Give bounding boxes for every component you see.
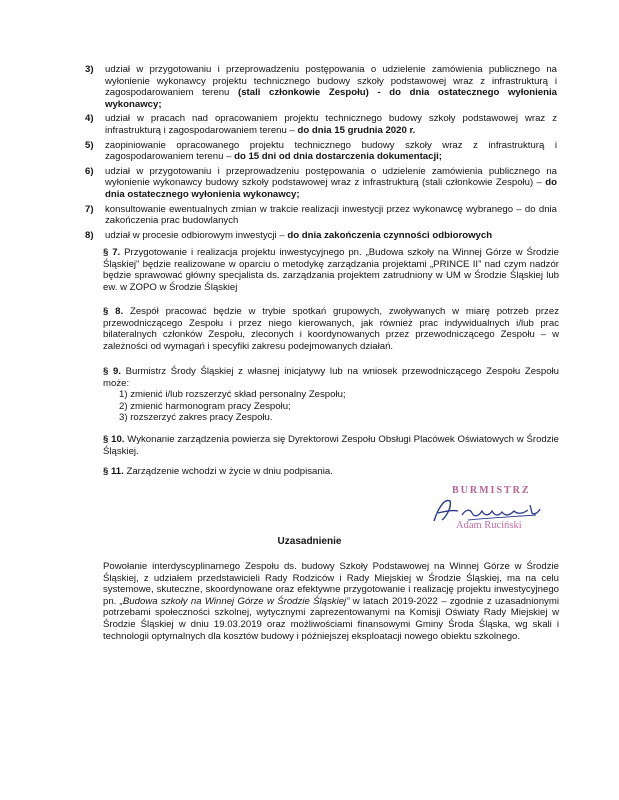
task-list bbox=[85, 64, 557, 244]
list-number: 7) bbox=[85, 203, 94, 215]
list-number: 8) bbox=[85, 229, 94, 241]
list-text: udział w pracach nad opracowaniem projektu technicznego budowy szkoły podstawowej wraz z infrastrukturą i zagospodarowaniem terenu – bbox=[105, 113, 557, 136]
list-number: 6) bbox=[85, 165, 94, 177]
section-label: § 7. bbox=[103, 247, 121, 258]
justification-part: Powołanie interdyscyplinarnego Zespołu ds. budowy Szkoły Podstawowej na Winnej Górze w Środzie Śląskiej, z udziałem przedstawicieli Rady Rodziców i Rady Miejskiej w Środzie Śląskiej, ma na celu systemowe, skuteczne, skoordynowane oraz efektywne przygotowanie i realizację projektu inwestycyjnego pn. bbox=[103, 561, 559, 607]
signature-stamp bbox=[428, 485, 578, 537]
list-text: zaopiniowanie opracowanego projektu technicznego budowy szkoły wraz z infrastrukturą i zagospodarowaniem terenu – bbox=[105, 139, 557, 163]
signature-name: Adam Ruciński bbox=[456, 520, 522, 531]
signature-title: BURMISTRZ bbox=[452, 485, 531, 496]
section-label: § 10. bbox=[103, 434, 125, 445]
list-number: 3) bbox=[85, 64, 94, 75]
list-item bbox=[85, 64, 557, 110]
sub-item: 1) zmienić i/lub rozszerzyć skład personalny Zespołu; bbox=[119, 389, 346, 401]
list-text: konsultowanie ewentualnych zmian w trakcie realizacji inwestycji przez wykonawcę wybranego – do dnia zakończenia prac budowlanych bbox=[105, 203, 557, 227]
section-label: § 8. bbox=[103, 306, 124, 317]
section-text: Zarządzenie wchodzi w życie w dniu podpisania. bbox=[123, 466, 333, 477]
section-7 bbox=[103, 247, 559, 293]
justification-text bbox=[103, 561, 559, 642]
section-text: Zespół pracować będzie w trybie spotkań grupowych, zwoływanych w miarę potrzeb przez przewodniczącego Zespołu i przez niego kierowanych, jak również prac indywidualnych i/lub prac bilateralnych członków Zespołu, zleconych i koordynowanych przez przewodniczącego Zespołu – w zależności od wymagań i specyfiki zakresu podejmowanych działań. bbox=[103, 306, 559, 352]
section-9 bbox=[103, 366, 559, 424]
list-item bbox=[85, 113, 557, 136]
list-text: udział w przygotowaniu i przeprowadzeniu postępowania o udzielenie zamówienia publicznego na wyłonienie wykonawcy projektu technicznego budowy szkoły podstawowej wraz z infrastrukturą i zagospodarowaniem terenu bbox=[105, 64, 557, 99]
section-11 bbox=[103, 466, 559, 478]
list-number: 5) bbox=[85, 139, 94, 151]
project-title: „Budowa szkoły na Winnej Górze w Środzie Śląskiej” bbox=[119, 595, 350, 607]
list-deadline: do 15 dni od dnia dostarczenia dokumentacji; bbox=[234, 151, 442, 163]
section-text: Burmistrz Środy Śląskiej z własnej inicjatywy lub na wniosek przewodniczącego Zespołu Zespołu może: bbox=[103, 366, 559, 389]
list-text: udział w procesie odbiorowym inwestycji – bbox=[105, 229, 288, 241]
justification-part: w latach 2019-2022 – zgodnie z uzasadnionymi potrzebami społeczności szkolnej, wytycznymi zaprezentowanymi na Komisji Oświaty Rady Miejskiej w Środzie Śląskiej w dniu 19.03.2019 oraz możliwościami finansowymi Gminy Środa Śląska, wg skali i technologii optymalnych dla kosztów budowy i późniejszej eksploatacji nowego obiektu szkolnego. bbox=[103, 595, 559, 642]
section-label: § 11. bbox=[103, 466, 124, 477]
justification-heading: Uzasadnienie bbox=[277, 536, 342, 547]
list-number: 4) bbox=[85, 113, 94, 125]
section-text: Przygotowanie i realizacja projektu inwestycyjnego pn. „Budowa szkoły na Winnej Górze w Środzie Śląskiej” będzie realizowane w oparciu o metodykę zarządzania projektami „PRINCE II” nad czym nadzór będzie sprawować główny specjalista ds. zarządzania projektem zatrudniony w UM w Środzie Śląskiej lub ew. w ZOPO w Środzie Śląskiej bbox=[103, 247, 559, 293]
section-label: § 9. bbox=[103, 366, 121, 377]
sub-item: 2) zmienić harmonogram pracy Zespołu; bbox=[119, 400, 291, 412]
sub-item: 3) rozszerzyć zakres pracy Zespołu. bbox=[119, 412, 273, 424]
list-item bbox=[85, 230, 557, 242]
section-10 bbox=[103, 434, 559, 457]
list-item bbox=[85, 204, 557, 227]
list-item bbox=[85, 166, 557, 201]
list-text: udział w przygotowaniu i przeprowadzeniu postępowania o udzielenie zamówienia publicznego na wyłonienie wykonawcy budowy szkoły podstawowej wraz z infrastrukturą (stali członkowie Zespołu) – bbox=[105, 165, 557, 189]
list-deadline: (stali członkowie Zespołu) - do dnia ostatecznego wyłonienia wykonawcy; bbox=[105, 87, 557, 110]
section-8 bbox=[103, 306, 559, 352]
list-deadline: do dnia 15 grudnia 2020 r. bbox=[297, 124, 416, 136]
list-item bbox=[85, 140, 557, 163]
section-text: Wykonanie zarządzenia powierza się Dyrektorowi Zespołu Obsługi Placówek Oświatowych w Środzie Śląskiej. bbox=[103, 434, 559, 457]
list-deadline: do dnia zakończenia czynności odbiorowych bbox=[287, 229, 493, 241]
list-deadline: do dnia ostatecznego wyłonienia wykonawcy; bbox=[105, 177, 557, 200]
